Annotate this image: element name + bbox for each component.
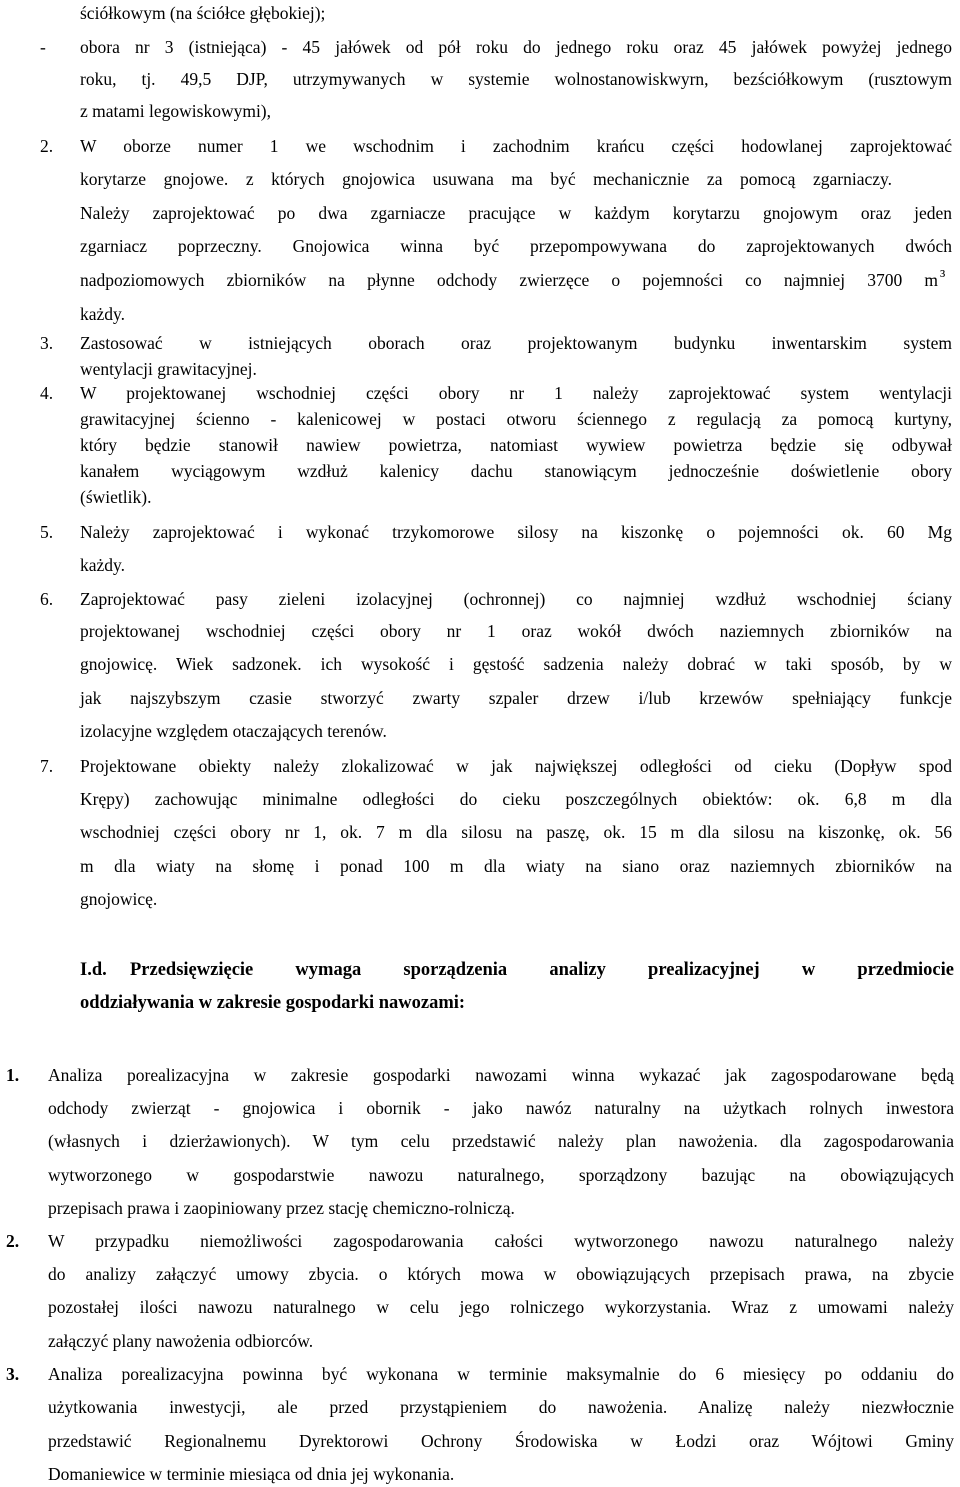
text-line: przedstawić Regionalnemu Dyrektorowi Ochrony Środowiska w Łodzi oraz Wójtowi Gminy (48, 1431, 954, 1451)
text-line: pozostałej ilości nawozu naturalnego w celu jego rolniczego wykorzystania. Wraz z umowami należy (48, 1297, 954, 1317)
text-line: gnojowicę. (80, 889, 158, 909)
text-line: nadpoziomowych zbiorników na płynne odchody zwierzęce o pojemności co najmniej 3700 m (80, 270, 938, 290)
text-line: Domaniewice w terminie miesiąca od dnia jej wykonania. (48, 1464, 455, 1484)
text-line: który będzie stanowił nawiew powietrza, natomiast wywiew powietrza będzie się odbywał (80, 435, 952, 455)
text-line: grawitacyjnej ścienno - kalenicowej w postaci otworu ściennego z regulacją za pomocą kurtyny, (80, 409, 952, 429)
list-number: 3. (6, 1364, 20, 1384)
text-line: jak najszybszym czasie stworzyć zwarty szpaler drzew i/lub krzewów spełniający funkcje (80, 688, 952, 708)
list-number: 6. (40, 589, 54, 609)
text-line: każdy. (80, 555, 126, 575)
text-line: projektowanej wschodniej części obory nr 1 oraz wokół dwóch naziemnych zbiorników na (80, 621, 952, 641)
text-line: do analizy załączyć umowy zbycia. o których mowa w obowiązujących przepisach prawa, na zbycie (48, 1264, 954, 1284)
text-line: wentylacji grawitacyjnej. (80, 359, 257, 379)
text-line: m dla wiaty na słomę i ponad 100 m dla wiaty na siano oraz naziemnych zbiorników na (80, 856, 952, 876)
list-number: 5. (40, 522, 54, 542)
text-line: ściółkowym (na ściółce głębokiej); (80, 3, 326, 23)
section-heading: oddziaływania w zakresie gospodarki nawozami: (80, 993, 466, 1013)
text-line: gnojowicę. Wiek sadzonek. ich wysokość i gęstość sadzenia należy dobrać w taki sposób, by w (80, 654, 952, 674)
text-line: odchody zwierząt - gnojowica i obornik - jako nawóz naturalny na użytkach rolnych inwestora (48, 1098, 954, 1118)
list-dash: - (40, 37, 46, 57)
list-number: 3. (40, 333, 54, 353)
text-line: Projektowane obiekty należy zlokalizować w jak największej odległości od cieku (Dopływ spod (80, 756, 952, 776)
text-line: (własnych i dzierżawionych). W tym celu przedstawić należy plan nawożenia. dla zagospodarowania (48, 1131, 954, 1151)
section-heading: Przedsięwzięcie wymaga sporządzenia analizy prealizacyjnej w przedmiocie (130, 960, 954, 980)
text-line: Należy zaprojektować po dwa zgarniacze pracujące w każdym korytarzu gnojowym oraz jeden (80, 203, 952, 223)
superscript-three: ³ (940, 266, 946, 286)
text-line: Zastosować w istniejących oborach oraz projektowanym budynku inwentarskim system (80, 333, 952, 353)
text-line: roku, tj. 49,5 DJP, utrzymywanych w systemie wolnostanowiskwyrn, bezściółkowym (rusztowym (80, 69, 952, 89)
list-number: 4. (40, 383, 54, 403)
list-number: 2. (40, 136, 54, 156)
text-line: Analiza porealizacyjna w zakresie gospodarki nawozami winna wykazać jak zagospodarowane będą (48, 1065, 954, 1085)
list-number: 2. (6, 1231, 20, 1251)
text-line: W projektowanej wschodniej części obory nr 1 należy zaprojektować system wentylacji (80, 383, 952, 403)
text-line: W oborze numer 1 we wschodnim i zachodnim krańcu części hodowlanej zaprojektować (80, 136, 952, 156)
list-number: 7. (40, 756, 54, 776)
text-line: W przypadku niemożliwości zagospodarowania całości wytworzonego nawozu naturalnego należy (48, 1231, 954, 1251)
text-line: kanałem wyciągowym wzdłuż kalenicy dachu stanowiącym jednocześnie doświetlenie obory (80, 461, 952, 481)
text-line: przepisach prawa i zaopiniowany przez stację chemiczno-rolniczą. (48, 1198, 515, 1218)
text-line: każdy. (80, 304, 126, 324)
text-line: Krępy) zachowując minimalne odległości do cieku poszczególnych obiektów: ok. 6,8 m dla (80, 789, 952, 809)
text-line: korytarze gnojowe. z których gnojowica usuwana ma być mechanicznie za pomocą zgarniaczy. (80, 169, 892, 189)
text-line: z matami legowiskowymi), (80, 101, 272, 121)
text-line: użytkowania inwestycji, ale przed przystąpieniem do nawożenia. Analizę należy niezwłocznie (48, 1397, 954, 1417)
text-line: wschodniej części obory nr 1, ok. 7 m dla silosu na paszę, ok. 15 m dla silosu na kiszonkę, ok. 56 (80, 822, 952, 842)
text-line: Analiza porealizacyjna powinna być wykonana w terminie maksymalnie do 6 miesięcy po oddaniu do (48, 1364, 954, 1384)
text-line: Zaprojektować pasy zieleni izolacyjnej (ochronnej) co najmniej wzdłuż wschodniej ściany (80, 589, 952, 609)
list-number: 1. (6, 1065, 20, 1085)
text-line: załączyć plany nawożenia odbiorców. (48, 1331, 314, 1351)
text-line: izolacyjne względem otaczających terenów. (80, 721, 387, 741)
text-line: wytworzonego w gospodarstwie nawozu naturalnego, sporządzony bazując na obowiązujących (48, 1165, 954, 1185)
text-line: zgarniacz poprzeczny. Gnojowica winna być przepompowywana do zaprojektowanych dwóch (80, 236, 952, 256)
text-line: Należy zaprojektować i wykonać trzykomorowe silosy na kiszonkę o pojemności ok. 60 Mg (80, 522, 952, 542)
section-label: I.d. (80, 960, 107, 980)
text-line: obora nr 3 (istniejąca) - 45 jałówek od pół roku do jednego roku oraz 45 jałówek powyżej jednego (80, 37, 952, 57)
text-line: (świetlik). (80, 487, 152, 507)
